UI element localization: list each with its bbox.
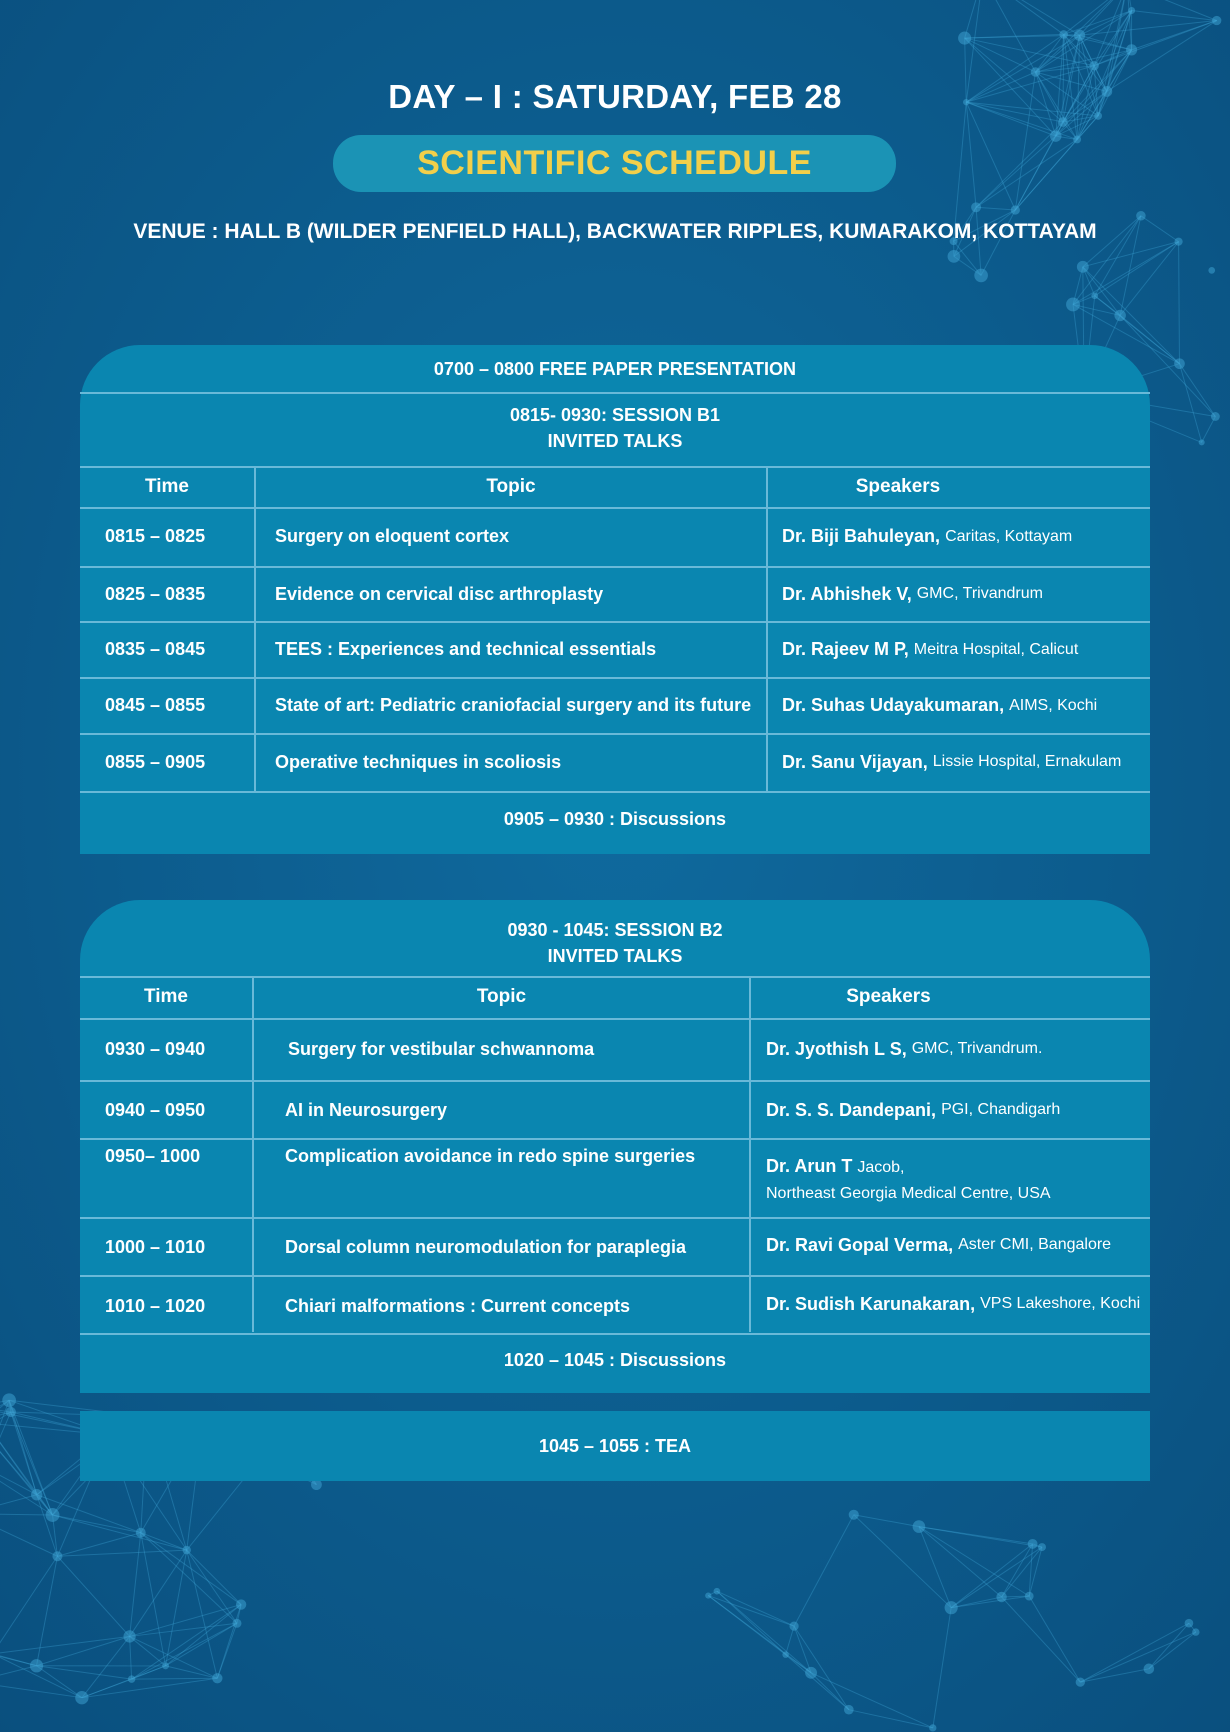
speaker-affiliation: GMC, Trivandrum <box>916 585 1043 602</box>
table-row-time: 0825 – 0835 <box>105 583 206 604</box>
table-row-time: 1000 – 1010 <box>105 1236 206 1257</box>
speaker-name: Dr. Biji Bahuleyan, <box>782 526 941 546</box>
free-paper-text: 0700 – 0800 FREE PAPER PRESENTATION <box>433 358 797 379</box>
session-b2-subtitle: INVITED TALKS <box>547 946 683 966</box>
table-row-time: 0950– 1000 <box>105 1146 201 1166</box>
speaker-name: Dr. S. S. Dandepani, <box>766 1099 937 1120</box>
table-row-topic: Operative techniques in scoliosis <box>275 751 562 772</box>
table-row-time: 1010 – 1020 <box>105 1295 206 1316</box>
table-row-speaker <box>782 509 1072 564</box>
speaker-affiliation: GMC, Trivandrum. <box>911 1040 1043 1057</box>
session-b2-title: 0930 - 1045: SESSION B2 <box>507 920 723 940</box>
table-row-topic: Chiari malformations : Current concepts <box>285 1295 631 1316</box>
speaker-affiliation: Jacob, <box>857 1159 905 1176</box>
speaker-name: Dr. Sudish Karunakaran, <box>766 1293 976 1314</box>
speaker-name: Dr. Jyothish L S, <box>766 1038 907 1059</box>
speaker-affiliation: VPS Lakeshore, Kochi <box>980 1295 1141 1312</box>
speaker-name: Dr. Sanu Vijayan, <box>782 751 928 772</box>
session-b2-card <box>80 900 1150 1393</box>
table-row-topic: Evidence on cervical disc arthroplasty <box>275 583 604 604</box>
speaker-name: Dr. Arun T <box>766 1156 853 1176</box>
schedule-pill <box>333 135 896 192</box>
table-row-speaker <box>766 1082 1060 1138</box>
table-row-topic: Surgery on eloquent cortex <box>275 526 510 546</box>
speaker-affiliation: Aster CMI, Bangalore <box>958 1236 1112 1253</box>
table-row-time: 0930 – 0940 <box>105 1038 206 1059</box>
speaker-name: Dr. Rajeev M P, <box>782 639 909 659</box>
speaker-name: Dr. Ravi Gopal Verma, <box>766 1234 954 1255</box>
table-row-topic: Complication avoidance in redo spine surgeries <box>285 1146 696 1166</box>
table-row-speaker <box>766 1020 1042 1078</box>
speaker-affiliation: PGI, Chandigarh <box>941 1101 1061 1118</box>
table-row-speaker <box>782 735 1121 789</box>
table-row-topic: Dorsal column neuromodulation for paraplegia <box>285 1236 687 1257</box>
free-paper-band <box>80 345 1150 392</box>
table-row-time: 0845 – 0855 <box>105 695 206 715</box>
col-header-topic: Topic <box>486 476 536 497</box>
col-header-time: Time <box>143 986 188 1007</box>
tea-text: 1045 – 1055 : TEA <box>538 1436 692 1456</box>
speaker-affiliation-line2: Northeast Georgia Medical Centre, USA <box>766 1185 1051 1202</box>
speaker-affiliation: Meitra Hospital, Calicut <box>913 640 1079 658</box>
session-b1-discussion <box>80 793 1150 845</box>
discussion-text: 1020 – 1045 : Discussions <box>503 1350 727 1370</box>
session-b2-heading <box>80 910 1150 976</box>
table-row-speaker <box>766 1219 1111 1271</box>
table-row-speaker <box>782 568 1043 620</box>
session-b1-subtitle: INVITED TALKS <box>547 431 683 451</box>
speaker-affiliation: AIMS, Kochi <box>1009 696 1098 714</box>
day-title: DAY – I : SATURDAY, FEB 28 <box>388 78 842 115</box>
session-b1-heading <box>80 395 1150 461</box>
speaker-name: Dr. Suhas Udayakumaran, <box>782 695 1005 715</box>
col-header-speakers: Speakers <box>846 986 931 1007</box>
table-row-time: 0940 – 0950 <box>105 1099 206 1120</box>
session-b1-title: 0815- 0930: SESSION B1 <box>509 405 721 425</box>
table-row-topic: State of art: Pediatric craniofacial surgery and its future <box>275 695 752 715</box>
table-row-speaker <box>782 623 1078 676</box>
speaker-name: Dr. Abhishek V, <box>782 583 912 604</box>
table-row-topic: Surgery for vestibular schwannoma <box>288 1038 595 1059</box>
tea-break-card <box>80 1411 1150 1481</box>
discussion-text: 0905 – 0930 : Discussions <box>503 809 727 829</box>
venue-text: VENUE : HALL B (WILDER PENFIELD HALL), BACKWATER RIPPLES, KUMARAKOM, KOTTAYAM <box>133 220 1097 243</box>
table-row-speaker <box>766 1277 1140 1331</box>
table-row-topic: AI in Neurosurgery <box>285 1099 448 1120</box>
session-b2-discussion <box>80 1335 1150 1385</box>
speaker-affiliation: Caritas, Kottayam <box>945 527 1073 545</box>
table-row-time: 0815 – 0825 <box>105 526 206 546</box>
schedule-label: SCIENTIFIC SCHEDULE <box>417 144 812 182</box>
table-row-speaker <box>766 1144 1051 1216</box>
session-b1-card <box>80 345 1150 854</box>
col-header-topic: Topic <box>476 986 527 1007</box>
speaker-affiliation: Lissie Hospital, Ernakulam <box>932 753 1122 770</box>
col-header-speakers: Speakers <box>855 476 941 497</box>
table-row-time: 0835 – 0845 <box>105 639 206 659</box>
table-row-speaker <box>782 679 1097 732</box>
col-header-time: Time <box>144 476 189 497</box>
table-row-topic: TEES : Experiences and technical essentials <box>275 639 657 659</box>
table-row-time: 0855 – 0905 <box>105 751 206 772</box>
